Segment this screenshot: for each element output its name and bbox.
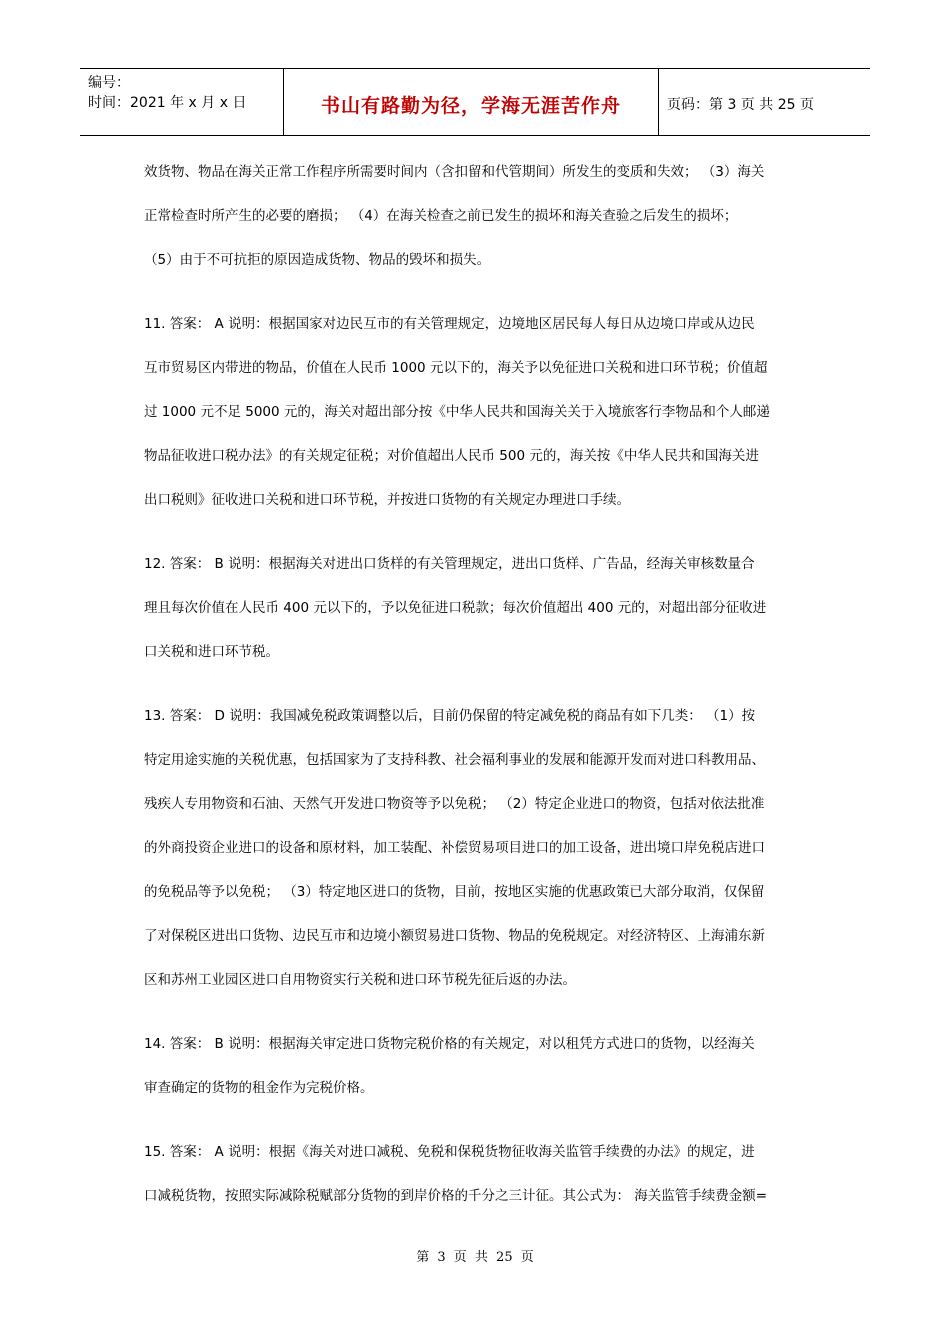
document-number-label: 编号： [88, 75, 130, 91]
paragraph [144, 1022, 812, 1110]
text-line: （5）由于不可抗拒的原因造成货物、物品的毁坏和损失。 [144, 252, 491, 268]
header-info [80, 69, 283, 135]
page-footer: 第 3 页 共 25 页 [416, 1250, 534, 1265]
text-line: 过 1000 元不足 5000 元的，海关对超出部分按《中华人民共和国海关关于入境旅客行李物品和个人邮递 [144, 404, 770, 420]
text-line: 11. 答案： A 说明：根据国家对边民互市的有关管理规定，边境地区居民每人每日从边境口岸或从边民 [144, 316, 755, 332]
paragraph-gap [144, 674, 812, 694]
paragraph-gap [144, 1110, 812, 1130]
text-line: 口关税和进口环节税。 [144, 644, 279, 660]
paragraph [144, 694, 812, 1002]
text-line: 15. 答案： A 说明：根据《海关对进口减税、免税和保税货物征收海关监管手续费的办法》的规定，进 [144, 1144, 755, 1160]
text-line: 审查确定的货物的租金作为完税价格。 [144, 1080, 374, 1096]
document-date-label: 时间：2021 年 x 月 x 日 [88, 95, 247, 111]
text-line: 互市贸易区内带进的物品，价值在人民币 1000 元以下的，海关予以免征进口关税和进口环节税；价值超 [144, 360, 768, 376]
text-line: 效货物、物品在海关正常工作程序所需要时间内（含扣留和代管期间）所发生的变质和失效； （3）海关 [144, 164, 765, 180]
text-line: 正常检查时所产生的必要的磨损； （4）在海关检查之前已发生的损坏和海关查验之后发生的损坏； [144, 208, 738, 224]
header-page-label: 页码：第 3 页 共 25 页 [667, 97, 814, 113]
text-line: 物品征收进口税办法》的有关规定征税；对价值超出人民币 500 元的，海关按《中华人民共和国海关进 [144, 448, 759, 464]
text-line: 14. 答案： B 说明：根据海关审定进口货物完税价格的有关规定，对以租凭方式进口的货物，以经海关 [144, 1036, 755, 1052]
paragraph [144, 1130, 812, 1218]
text-line: 出口税则》征收进口关税和进口环节税，并按进口货物的有关规定办理进口手续。 [144, 492, 630, 508]
text-line: 了对保税区进出口货物、边民互市和边境小额贸易进口货物、物品的免税规定。对经济特区、上海浦东新 [144, 928, 765, 944]
header-motto: 书山有路勤为径，学海无涯苦作舟 [283, 69, 659, 135]
page-header [80, 68, 870, 136]
text-line: 口减税货物，按照实际减除税赋部分货物的到岸价格的千分之三计征。其公式为： 海关监管手续费金额= [144, 1188, 768, 1204]
document-body [144, 150, 812, 1218]
text-line: 的免税品等予以免税； （3）特定地区进口的货物，目前，按地区实施的优惠政策已大部分取消，仅保留 [144, 884, 765, 900]
paragraph-gap [144, 282, 812, 302]
paragraph [144, 302, 812, 522]
paragraph [144, 542, 812, 674]
text-line: 12. 答案： B 说明：根据海关对进出口货样的有关管理规定，进出口货样、广告品，经海关审核数量合 [144, 556, 755, 572]
text-line: 13. 答案： D 说明：我国减免税政策调整以后，目前仍保留的特定减免税的商品有如下几类： （1）按 [144, 708, 756, 724]
paragraph-gap [144, 522, 812, 542]
paragraph [144, 150, 812, 282]
text-line: 特定用途实施的关税优惠，包括国家为了支持科教、社会福利事业的发展和能源开发而对进口科教用品、 [144, 752, 765, 768]
text-line: 残疾人专用物资和石油、天然气开发进口物资等予以免税； （2）特定企业进口的物资，包括对依法批准 [144, 796, 765, 812]
text-line: 区和苏州工业园区进口自用物资实行关税和进口环节税先征后返的办法。 [144, 972, 576, 988]
text-line: 理且每次价值在人民币 400 元以下的，予以免征进口税款；每次价值超出 400 元的，对超出部分征收进 [144, 600, 767, 616]
text-line: 的外商投资企业进口的设备和原材料，加工装配、补偿贸易项目进口的加工设备，进出境口岸免税店进口 [144, 840, 765, 856]
paragraph-gap [144, 1002, 812, 1022]
